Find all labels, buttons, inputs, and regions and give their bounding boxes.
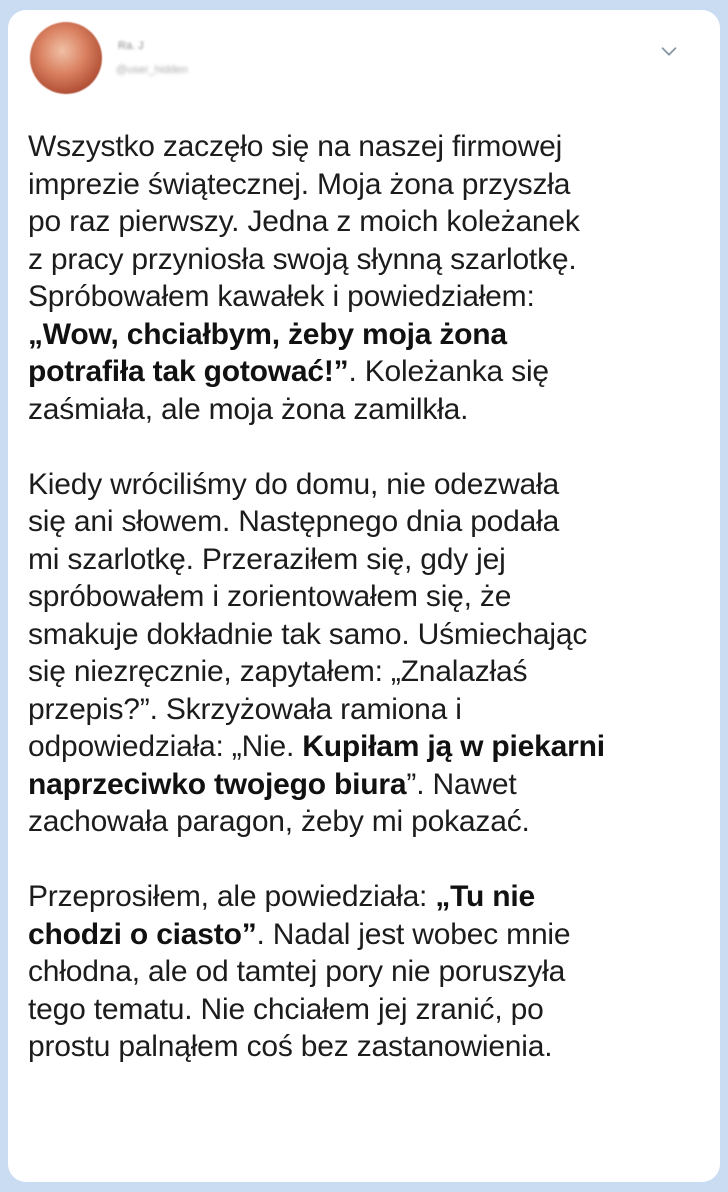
- text-segment: Wszystko zaczęło się na naszej firmowej: [28, 130, 563, 163]
- text-segment: . Koleżanka się: [348, 355, 549, 388]
- chevron-down-icon[interactable]: [658, 40, 680, 62]
- text-segment: z pracy przyniosła swoją słynną szarlotkę.: [28, 242, 577, 276]
- tweet-line: [28, 241, 708, 279]
- text-segment: Przeprosiłem, ale powiedziała:: [28, 880, 436, 913]
- text-segment: ”. Nawet: [406, 767, 517, 801]
- tweet-line: [28, 578, 708, 616]
- tweet-line: [28, 541, 708, 579]
- bold-text: „Tu nie: [435, 880, 536, 913]
- text-segment: tego tematu. Nie chciałem jej zranić, po: [28, 992, 544, 1026]
- tweet-line: [28, 653, 708, 691]
- tweet-paragraph: [28, 878, 708, 1066]
- tweet-line: [28, 353, 708, 391]
- tweet-line: [28, 991, 708, 1029]
- text-segment: zaśmiała, ale moja żona zamilkła.: [28, 392, 469, 426]
- tweet-line: [28, 616, 708, 654]
- tweet-line: [28, 166, 708, 204]
- tweet-line: [28, 128, 708, 166]
- tweet-line: [28, 1028, 708, 1066]
- text-segment: prostu palnąłem coś bez zastanowienia.: [28, 1030, 553, 1063]
- tweet-line: [28, 916, 708, 954]
- text-segment: Kiedy wróciliśmy do domu, nie odezwała: [28, 467, 559, 501]
- tweet-line: [28, 691, 708, 729]
- tweet-line: [28, 953, 708, 991]
- tweet-line: [28, 766, 708, 804]
- tweet-line: [28, 203, 708, 241]
- author-name[interactable]: Ra. J: [118, 40, 144, 52]
- bold-text: chodzi o ciasto”: [28, 917, 257, 951]
- tweet-line: [28, 503, 708, 541]
- tweet-paragraph: [28, 128, 708, 428]
- tweet-line: [28, 728, 708, 766]
- text-segment: mi szarlotkę. Przeraziłem się, gdy jej: [28, 542, 506, 576]
- tweet-paragraph: [28, 466, 708, 841]
- bold-text: Kupiłam ją w piekarni: [302, 730, 605, 763]
- text-segment: imprezie świątecznej. Moja żona przyszła: [28, 167, 571, 201]
- tweet-line: [28, 878, 708, 916]
- bold-text: naprzeciwko twojego biura: [28, 767, 407, 801]
- avatar[interactable]: [30, 22, 102, 94]
- text-segment: spróbowałem i zorientowałem się, że: [28, 580, 512, 613]
- bold-text: potrafiła tak gotować!”: [28, 355, 349, 388]
- text-segment: odpowiedziała: „Nie.: [28, 730, 303, 763]
- text-segment: chłodna, ale od tamtej pory nie poruszyła: [28, 955, 566, 988]
- tweet-line: [28, 391, 708, 429]
- tweet-line: [28, 803, 708, 841]
- tweet-line: [28, 316, 708, 354]
- text-segment: Spróbowałem kawałek i powiedziałem:: [28, 280, 535, 313]
- tweet-line: [28, 466, 708, 504]
- tweet-card: [8, 10, 720, 1182]
- text-segment: się ani słowem. Następnego dnia podała: [28, 505, 560, 538]
- text-segment: się niezręcznie, zapytałem: „Znalazłaś: [28, 655, 528, 688]
- text-segment: zachowała paragon, żeby mi pokazać.: [28, 805, 530, 838]
- text-segment: . Nadal jest wobec mnie: [256, 917, 571, 951]
- tweet-line: [28, 278, 708, 316]
- text-segment: przepis?”. Skrzyżowała ramiona i: [28, 692, 462, 726]
- text-segment: po raz pierwszy. Jedna z moich koleżanek: [28, 205, 580, 238]
- text-segment: smakuje dokładnie tak samo. Uśmiechając: [28, 617, 588, 651]
- tweet-text: [28, 128, 708, 1103]
- bold-text: „Wow, chciałbym, żeby moja żona: [28, 317, 507, 351]
- author-handle[interactable]: @user_hidden: [116, 64, 188, 76]
